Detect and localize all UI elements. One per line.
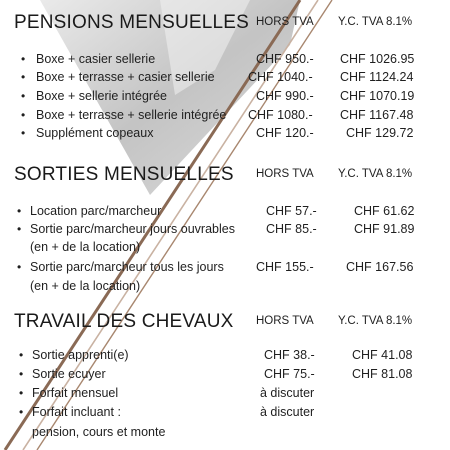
price-hors-tva: à discuter [260,386,315,400]
price-tva: CHF 1124.24 [340,70,414,84]
bullet-icon: • [19,405,24,419]
bullet-icon: • [21,89,26,103]
price-hors-tva: CHF 950.- [256,52,314,66]
bullet-icon: • [17,204,22,218]
price-tva: CHF 41.08 [352,348,413,362]
bullet-icon: • [21,108,26,122]
section-title-pensions: PENSIONS MENSUELLES [14,12,250,33]
list-item: Forfait incluant : [32,405,121,419]
price-hors-tva: à discuter [260,405,315,419]
price-tva: CHF 1070.19 [340,89,415,103]
price-hors-tva: CHF 85.- [266,222,317,236]
col-head-hors-tva: HORS TVA [256,16,314,28]
list-item: Location parc/marcheur [30,204,162,218]
price-hors-tva: CHF 1080.- [248,108,313,122]
price-tva: CHF 1026.95 [340,52,415,66]
list-item: Supplément copeaux [36,126,154,140]
price-tva: CHF 61.62 [354,204,415,218]
list-item: Boxe + terrasse + sellerie intégrée [36,108,227,122]
price-hors-tva: CHF 1040.- [248,70,313,84]
list-item-note: (en + de la location) [30,279,141,293]
price-tva: CHF 81.08 [352,367,413,381]
price-hors-tva: CHF 990.- [256,89,314,103]
section-title-sorties: SORTIES MENSUELLES [14,164,234,185]
list-item: Boxe + terrasse + casier sellerie [36,70,215,84]
bullet-icon: • [19,367,24,381]
col-head-hors-tva: HORS TVA [256,315,314,327]
price-tva: CHF 1167.48 [340,108,414,122]
price-hors-tva: CHF 120.- [256,126,314,140]
col-head-hors-tva: HORS TVA [256,168,314,180]
price-hors-tva: CHF 57.- [266,204,317,218]
bullet-icon: • [21,52,26,66]
col-head-tva: Y.C. TVA 8.1% [338,16,413,28]
list-item: Forfait mensuel [32,386,119,400]
list-item: Sortie ecuyer [32,367,106,381]
price-tva: CHF 129.72 [346,126,414,140]
bullet-icon: • [17,260,22,274]
bullet-icon: • [21,70,26,84]
price-tva: CHF 167.56 [346,260,414,274]
list-item: Boxe + sellerie intégrée [36,89,167,103]
price-hors-tva: CHF 75.- [264,367,315,381]
bullet-icon: • [17,222,22,236]
col-head-tva: Y.C. TVA 8.1% [338,315,413,327]
list-item: Sortie parc/marcheur jours ouvrables [30,222,235,236]
col-head-tva: Y.C. TVA 8.1% [338,168,413,180]
list-item-note: pension, cours et monte [32,425,166,439]
bullet-icon: • [19,348,24,362]
section-title-travail: TRAVAIL DES CHEVAUX [14,311,234,332]
list-item: Boxe + casier sellerie [36,52,156,66]
price-hors-tva: CHF 155.- [256,260,314,274]
price-hors-tva: CHF 38.- [264,348,315,362]
list-item: Sortie parc/marcheur tous les jours [30,260,224,274]
list-item: Sortie apprenti(e) [32,348,129,362]
list-item-note: (en + de la location) [30,240,141,254]
price-tva: CHF 91.89 [354,222,415,236]
bullet-icon: • [21,126,26,140]
bullet-icon: • [19,386,24,400]
